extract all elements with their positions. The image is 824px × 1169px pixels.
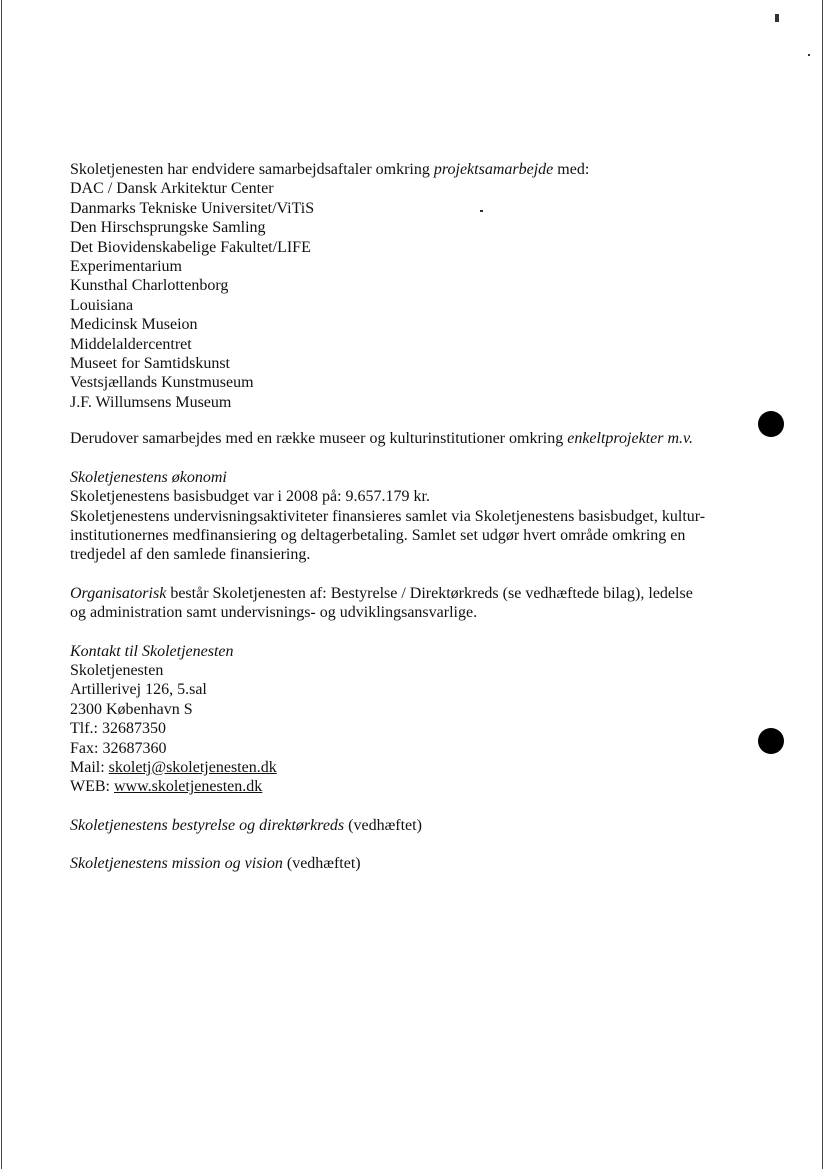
partner-list-item: Museet for Samtidskunst [70,355,230,373]
contact-web [70,777,760,796]
partner-list-item: Medicinsk Museion [70,316,198,334]
economy-line: institutionernes medfinansiering og deltagerbetaling. Samlet set udgør hvert område omkring en [70,526,686,544]
contact-city: 2300 København S [70,700,193,718]
web-link[interactable]: www.skoletjenesten.dk [114,778,263,796]
intro-emphasis: projektsamarbejde [433,161,554,178]
economy-heading [70,468,760,487]
partner-list-item: Den Hirschsprungske Samling [70,219,266,237]
partner-list-item: Louisiana [70,296,134,314]
economy-budget: Skoletjenestens basisbudget var i 2008 på: 9.657.179 kr. [70,488,430,506]
scan-border-left [1,0,2,1169]
other-collaboration-paragraph [70,429,760,448]
contact-fax: Fax: 32687360 [70,739,167,757]
other-emphasis: enkeltprojekter m.v. [567,430,693,448]
economy-line: Skoletjenestens undervisningsaktiviteter finansieres samlet via Skoletjenestens basisbudget, kultur- [70,507,706,525]
contact-mail [70,758,760,777]
economy-line: tredjedel af den samlede finansiering. [70,546,311,564]
mail-label: Mail: [70,758,109,776]
other-text: Derudover samarbejdes med en række museer og kulturinstitutioner omkring [70,430,568,448]
partner-list-item: Det Biovidenskabelige Fakultet/LIFE [70,238,311,256]
mail-link[interactable]: skoletj@skoletjenesten.dk [108,758,277,776]
attachment-mission [70,854,760,873]
contact-heading [70,642,760,661]
scan-speck [775,14,779,22]
organisation-text: består Skoletjenesten af: Bestyrelse / Direktørkreds (se vedhæftede bilag), ledelse [166,584,693,602]
partner-list-item: Kunsthal Charlottenborg [70,277,229,295]
attachment-title: Skoletjenestens bestyrelse og direktørkreds [70,816,345,834]
attachment-board [70,816,760,835]
contact-heading-text: Kontakt til Skoletjenesten [70,642,234,660]
punch-hole-top [758,411,784,437]
scan-speck [808,54,810,56]
scan-border-right [822,0,823,1169]
attachment-note: (vedhæftet) [282,855,361,873]
web-label: WEB: [70,778,114,796]
punch-hole-bottom [758,728,784,754]
organisation-line: og administration samt undervisnings- og udviklingsansvarlige. [70,604,478,622]
economy-heading-text: Skoletjenestens økonomi [70,468,227,486]
attachment-note: (vedhæftet) [344,816,422,834]
intro-suffix: med: [553,161,590,178]
contact-name: Skoletjenesten [70,661,164,679]
document-body [70,160,760,874]
organisation-emphasis: Organisatorisk [70,584,167,602]
partner-list-item: Experimentarium [70,258,182,276]
contact-phone: Tlf.: 32687350 [70,720,166,738]
intro-paragraph [70,160,760,179]
organisation-paragraph [70,584,760,603]
attachment-title: Skoletjenestens mission og vision [70,855,283,873]
partner-list-item: J.F. Willumsens Museum [70,393,232,411]
partner-list-item: Danmarks Tekniske Universitet/ViTiS [70,199,315,217]
contact-street: Artillerivej 126, 5.sal [70,681,207,699]
partner-list-item: DAC / Dansk Arkitektur Center [70,180,274,198]
partner-list-item: Vestsjællands Kunstmuseum [70,374,254,392]
partner-list-item: Middelaldercentret [70,335,192,353]
intro-text: Skoletjenesten har endvidere samarbejdsaftaler omkring [70,161,434,178]
